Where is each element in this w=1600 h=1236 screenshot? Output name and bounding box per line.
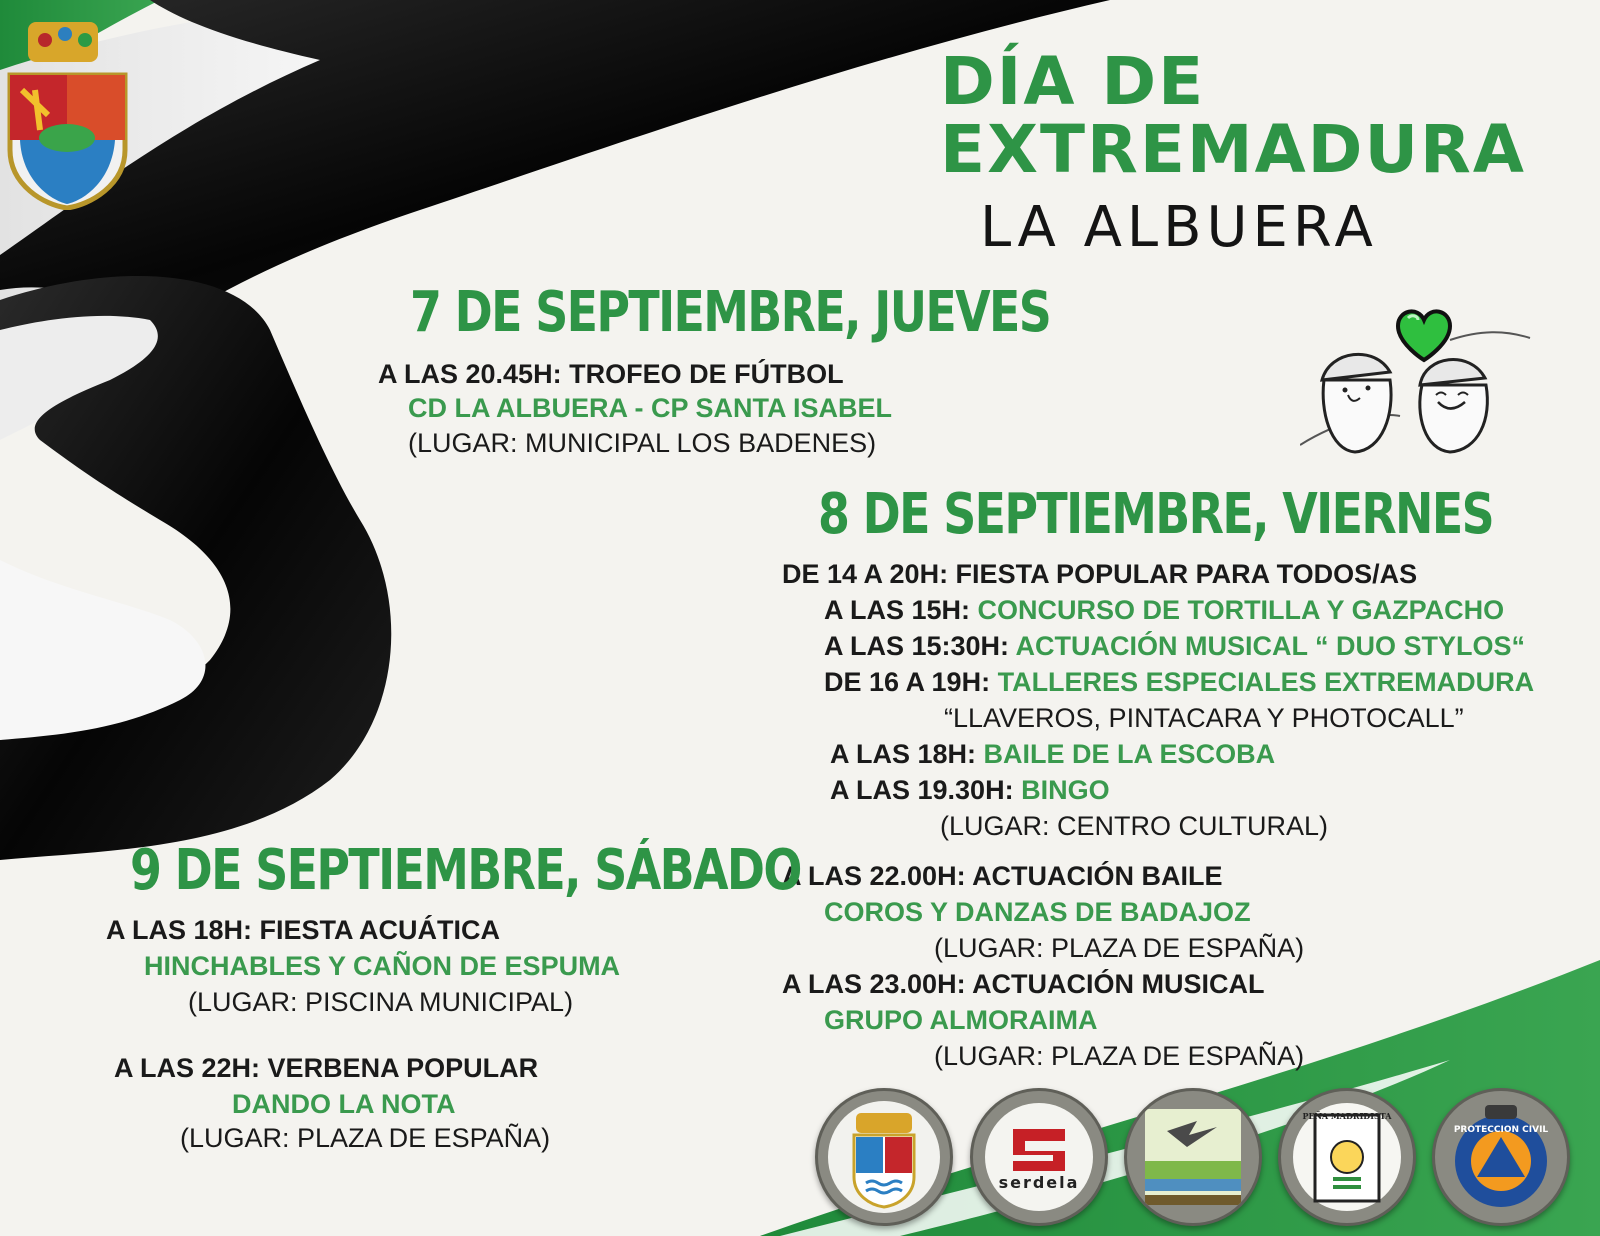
ramsar-logo [1124, 1088, 1262, 1226]
event-title: VERBENA POPULAR [267, 1053, 539, 1083]
event-time: A LAS 22.00H: [782, 861, 966, 891]
serdela-logo [970, 1088, 1108, 1226]
event-line [782, 858, 1223, 894]
ayuntamiento-logo [815, 1088, 953, 1226]
pena-madridista-logo [1278, 1088, 1416, 1226]
event-time: A LAS 18H: [106, 915, 253, 945]
event-line [830, 772, 1110, 808]
page-title [940, 43, 1526, 188]
event-place: (LUGAR: MUNICIPAL LOS BADENES) [408, 428, 877, 458]
event-detail: CD LA ALBUERA - CP SANTA ISABEL [408, 393, 892, 423]
event-time: DE 16 A 19H: [824, 667, 991, 697]
coat-of-arms-logo-icon [818, 1091, 950, 1223]
event-title: ACTUACIÓN BAILE [972, 861, 1223, 891]
event-line [106, 912, 500, 948]
event-line [824, 592, 1504, 628]
day-heading: 7 DE SEPTIEMBRE, JUEVES [410, 280, 1051, 345]
event-line [114, 1050, 538, 1086]
event-title: ACTUACIÓN MUSICAL “ DUO STYLOS“ [1015, 631, 1526, 661]
event-title: TALLERES ESPECIALES EXTREMADURA [997, 667, 1535, 697]
event-place: (LUGAR: PISCINA MUNICIPAL) [188, 987, 574, 1017]
serdela-logo-text: serdela [998, 1173, 1080, 1192]
event-intro: DE 14 A 20H: FIESTA POPULAR PARA TODOS/AS [782, 559, 1418, 589]
event-detail: DANDO LA NOTA [232, 1089, 456, 1119]
event-note: “LLAVEROS, PINTACARA Y PHOTOCALL” [944, 703, 1464, 733]
proteccion-civil-text: PROTECCION CIVIL [1453, 1125, 1549, 1135]
proteccion-civil-emblem-icon [1435, 1091, 1567, 1223]
event-title: FIESTA ACUÁTICA [259, 915, 501, 945]
event-detail: HINCHABLES Y CAÑON DE ESPUMA [144, 951, 621, 981]
proteccion-civil-logo [1432, 1088, 1570, 1226]
event-time: A LAS 19.30H: [830, 775, 1014, 805]
event-time: A LAS 23.00H: [782, 969, 966, 999]
event-time: A LAS 15:30H: [824, 631, 1010, 661]
event-line [830, 736, 1275, 772]
event-line [824, 664, 1534, 700]
event-place: (LUGAR: PLAZA DE ESPAÑA) [180, 1123, 551, 1153]
serdela-s-icon [973, 1091, 1105, 1223]
day-heading: 8 DE SEPTIEMBRE, VIERNES [818, 482, 1494, 547]
pena-madridista-text: PEÑA MADRIDISTA [1302, 1111, 1392, 1121]
event-detail: COROS Y DANZAS DE BADAJOZ [824, 897, 1251, 927]
coat-of-arms-icon [0, 20, 135, 210]
day-heading: 9 DE SEPTIEMBRE, SÁBADO [130, 838, 801, 903]
title-line-2: EXTREMADURA [940, 111, 1526, 188]
event-title: TROFEO DE FÚTBOL [569, 359, 844, 389]
page-subtitle: LA ALBUERA [980, 195, 1378, 260]
event-title: CONCURSO DE TORTILLA Y GAZPACHO [977, 595, 1505, 625]
acorns-heart-icon [1300, 300, 1540, 475]
event-time: A LAS 20.45H: [378, 359, 562, 389]
title-line-1: DÍA DE [940, 43, 1206, 120]
event-line [378, 356, 844, 392]
event-time: A LAS 22H: [114, 1053, 261, 1083]
event-place: (LUGAR: PLAZA DE ESPAÑA) [934, 933, 1305, 963]
event-place: (LUGAR: CENTRO CULTURAL) [940, 811, 1329, 841]
event-title: ACTUACIÓN MUSICAL [972, 969, 1265, 999]
event-title: BAILE DE LA ESCOBA [983, 739, 1276, 769]
event-line [782, 966, 1265, 1002]
event-place: (LUGAR: PLAZA DE ESPAÑA) [934, 1041, 1305, 1071]
lagoon-bird-icon [1127, 1091, 1259, 1223]
event-time: A LAS 18H: [830, 739, 977, 769]
event-line [824, 628, 1525, 664]
event-time: A LAS 15H: [824, 595, 971, 625]
event-title: BINGO [1021, 775, 1110, 805]
event-detail: GRUPO ALMORAIMA [824, 1005, 1098, 1035]
